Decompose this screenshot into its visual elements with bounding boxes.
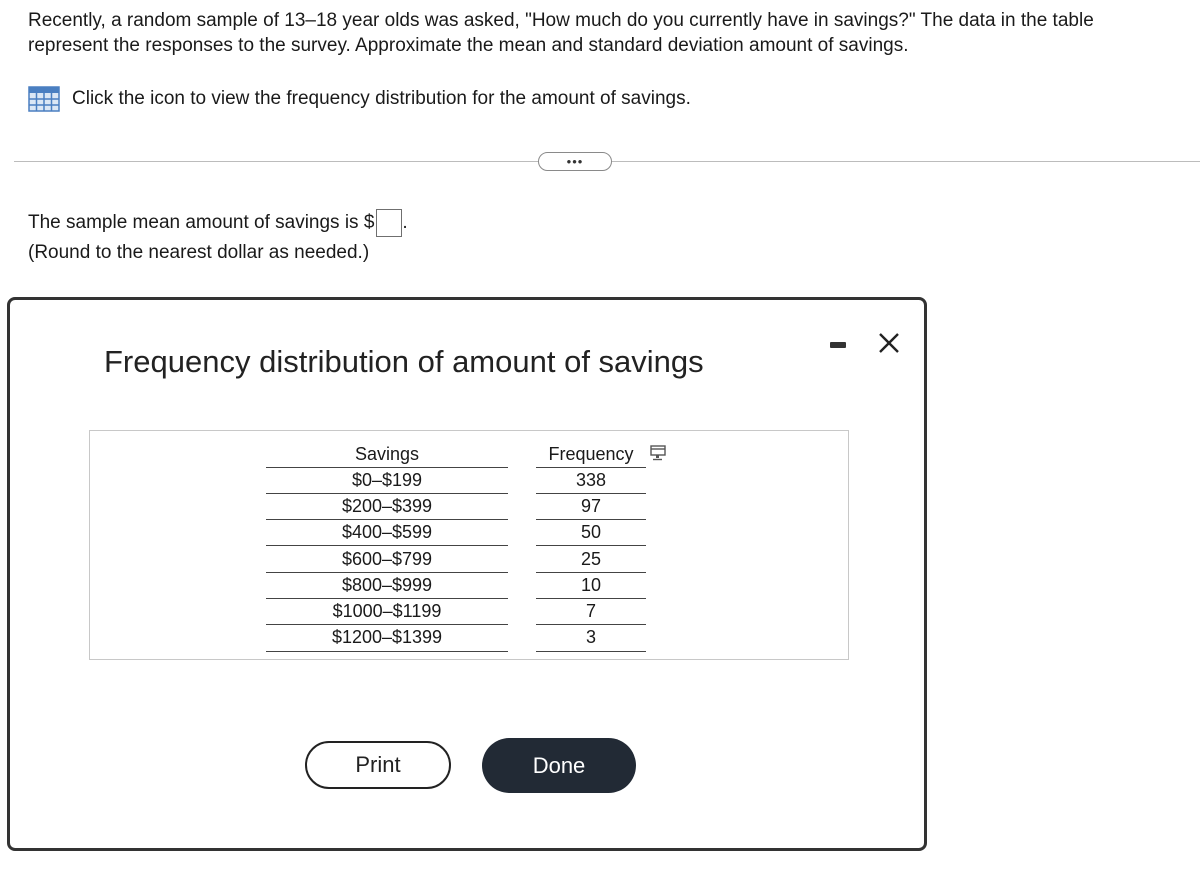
rounding-hint: (Round to the nearest dollar as needed.): [28, 242, 370, 263]
column-gap: [508, 467, 536, 493]
table-row: [266, 520, 646, 546]
answer-suffix: .: [402, 212, 408, 233]
question-text: Recently, a random sample of 13–18 year olds was asked, "How much do you currently have in savings?" The data in the table represent the responses to the survey. Approximate the mean and standard deviation amount of savings.: [28, 10, 1094, 56]
print-button[interactable]: Print: [305, 741, 451, 789]
table-row: [266, 493, 646, 519]
table-row: [266, 598, 646, 624]
column-gap: [508, 520, 536, 546]
savings-cell: $1200–$1399: [266, 625, 508, 651]
column-header-savings: Savings: [266, 437, 508, 467]
savings-cell: $400–$599: [266, 520, 508, 546]
savings-cell: $800–$999: [266, 572, 508, 598]
table-frame: [89, 430, 849, 660]
table-row: [266, 546, 646, 572]
column-gap: [508, 493, 536, 519]
frequency-cell: 338: [536, 467, 646, 493]
frequency-table: [266, 437, 646, 652]
column-header-frequency: Frequency: [536, 437, 646, 467]
answer-prefix: The sample mean amount of savings is $: [28, 212, 375, 233]
table-header-row: [266, 437, 646, 467]
savings-cell: $1000–$1199: [266, 598, 508, 624]
more-button[interactable]: •••: [538, 152, 612, 171]
frequency-modal: [7, 297, 927, 851]
grid-table-icon[interactable]: [28, 86, 60, 112]
minimize-icon[interactable]: [830, 342, 846, 348]
table-row: [266, 625, 646, 651]
copy-icon[interactable]: [650, 445, 668, 461]
mean-answer-input[interactable]: [376, 209, 402, 237]
answer-line: [28, 208, 408, 238]
frequency-cell: 50: [536, 520, 646, 546]
close-icon[interactable]: [876, 330, 902, 356]
column-gap: [508, 572, 536, 598]
column-gap: [508, 598, 536, 624]
frequency-cell: 97: [536, 493, 646, 519]
frequency-cell: 25: [536, 546, 646, 572]
column-gap: [508, 437, 536, 467]
frequency-cell: 10: [536, 572, 646, 598]
savings-cell: $0–$199: [266, 467, 508, 493]
column-gap: [508, 546, 536, 572]
savings-cell: $200–$399: [266, 493, 508, 519]
modal-title: Frequency distribution of amount of savings: [104, 344, 704, 379]
column-gap: [508, 625, 536, 651]
table-row: [266, 467, 646, 493]
done-button[interactable]: Done: [482, 738, 636, 793]
icon-prompt: Click the icon to view the frequency distribution for the amount of savings.: [72, 88, 691, 109]
savings-cell: $600–$799: [266, 546, 508, 572]
table-row: [266, 572, 646, 598]
frequency-icon-line: [28, 86, 691, 112]
frequency-cell: 7: [536, 598, 646, 624]
frequency-cell: 3: [536, 625, 646, 651]
